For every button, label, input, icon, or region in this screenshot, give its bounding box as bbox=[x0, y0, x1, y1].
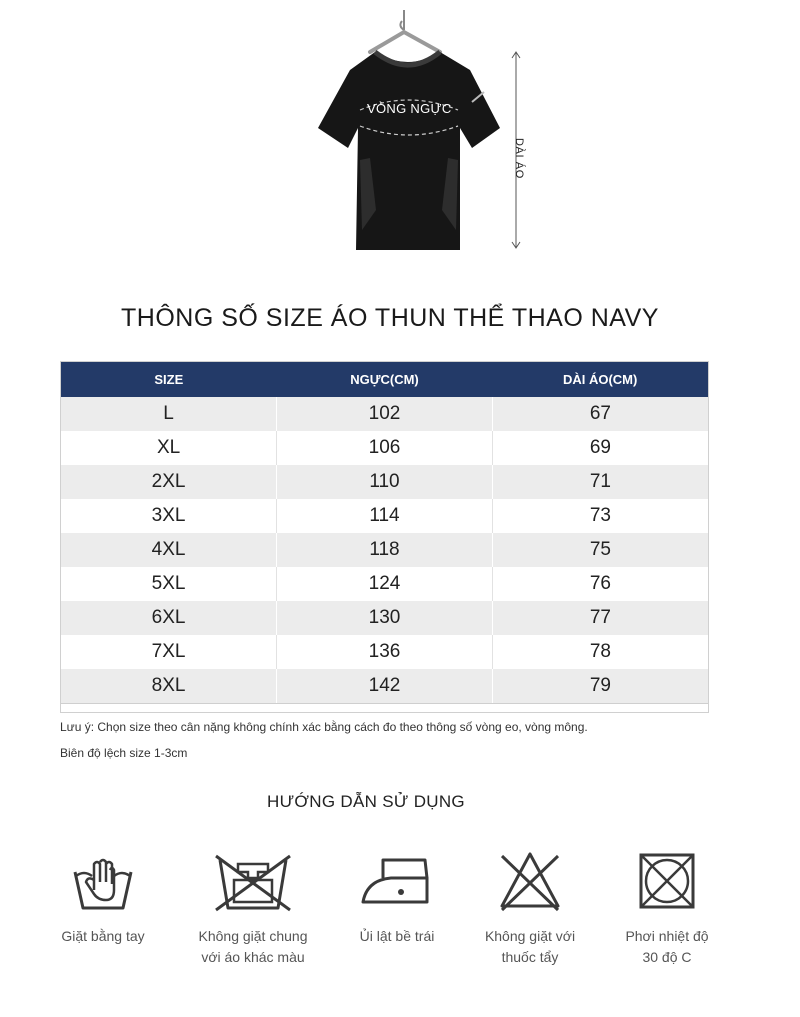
table-row bbox=[61, 567, 708, 601]
chest-cell: 110 bbox=[277, 465, 493, 499]
length-cell: 73 bbox=[492, 499, 708, 533]
no-tumble-dry-icon bbox=[636, 850, 698, 912]
size-cell: 5XL bbox=[61, 567, 277, 601]
care-label-line: Không giặt với bbox=[484, 928, 576, 944]
chest-cell: 102 bbox=[277, 397, 493, 431]
length-cell: 69 bbox=[492, 431, 708, 465]
usage-title: HƯỚNG DẪN SỬ DỤNG bbox=[267, 792, 465, 811]
care-label-line: thuốc tẩy bbox=[501, 949, 559, 965]
length-cell: 78 bbox=[492, 635, 708, 669]
table-row bbox=[61, 431, 708, 465]
size-cell: 6XL bbox=[61, 601, 277, 635]
care-item-iron bbox=[322, 850, 472, 947]
table-row bbox=[61, 533, 708, 567]
page-title: THÔNG SỐ SIZE ÁO THUN THỂ THAO NAVY bbox=[121, 304, 659, 332]
size-cell: 8XL bbox=[61, 669, 277, 704]
care-label-line: Phơi nhiệt độ bbox=[625, 928, 709, 944]
hand-wash-icon bbox=[72, 850, 134, 912]
size-table bbox=[61, 362, 708, 704]
table-row bbox=[61, 499, 708, 533]
length-cell: 71 bbox=[492, 465, 708, 499]
header-length: DÀI ÁO(CM) bbox=[492, 362, 708, 397]
care-item-no-tumble-dry bbox=[592, 850, 742, 968]
no-mixed-wash-icon bbox=[210, 850, 296, 912]
table-row bbox=[61, 601, 708, 635]
shirt-diagram bbox=[300, 10, 550, 260]
iron-icon bbox=[361, 850, 433, 912]
length-label: DÀI ÁO bbox=[513, 138, 525, 179]
length-cell: 77 bbox=[492, 601, 708, 635]
table-row bbox=[61, 465, 708, 499]
chest-cell: 118 bbox=[277, 533, 493, 567]
length-cell: 76 bbox=[492, 567, 708, 601]
chest-cell: 130 bbox=[277, 601, 493, 635]
length-cell: 75 bbox=[492, 533, 708, 567]
table-row bbox=[61, 669, 708, 704]
care-label-line: Ủi lật bề trái bbox=[359, 928, 435, 944]
chest-label: VÒNG NGỰC bbox=[367, 101, 452, 116]
size-cell: 2XL bbox=[61, 465, 277, 499]
care-item-no-mixed-wash bbox=[178, 850, 328, 968]
size-cell: 7XL bbox=[61, 635, 277, 669]
table-row bbox=[61, 397, 708, 431]
length-cell: 79 bbox=[492, 669, 708, 704]
size-cell: L bbox=[61, 397, 277, 431]
chest-cell: 142 bbox=[277, 669, 493, 704]
chest-cell: 136 bbox=[277, 635, 493, 669]
care-item-hand-wash bbox=[28, 850, 178, 947]
care-label-line: Giặt bằng tay bbox=[61, 928, 145, 944]
chest-cell: 114 bbox=[277, 499, 493, 533]
chest-cell: 124 bbox=[277, 567, 493, 601]
chest-cell: 106 bbox=[277, 431, 493, 465]
size-note: Lưu ý: Chọn size theo cân nặng không chính xác bằng cách đo theo thông số vòng eo, vòng mông. bbox=[60, 720, 588, 734]
table-header-row bbox=[61, 362, 708, 397]
care-label-line: Không giặt chung bbox=[198, 928, 308, 944]
size-tolerance-note: Biên độ lệch size 1-3cm bbox=[60, 746, 188, 760]
tshirt-image bbox=[300, 10, 550, 260]
header-chest: NGỰC(CM) bbox=[277, 362, 493, 397]
size-cell: XL bbox=[61, 431, 277, 465]
length-cell: 67 bbox=[492, 397, 708, 431]
care-item-no-bleach bbox=[455, 850, 605, 968]
no-bleach-icon bbox=[498, 850, 562, 912]
size-cell: 4XL bbox=[61, 533, 277, 567]
care-label-line: 30 độ C bbox=[642, 949, 692, 965]
size-cell: 3XL bbox=[61, 499, 277, 533]
table-row bbox=[61, 635, 708, 669]
care-label-line: với áo khác màu bbox=[201, 949, 305, 965]
header-size: SIZE bbox=[61, 362, 277, 397]
